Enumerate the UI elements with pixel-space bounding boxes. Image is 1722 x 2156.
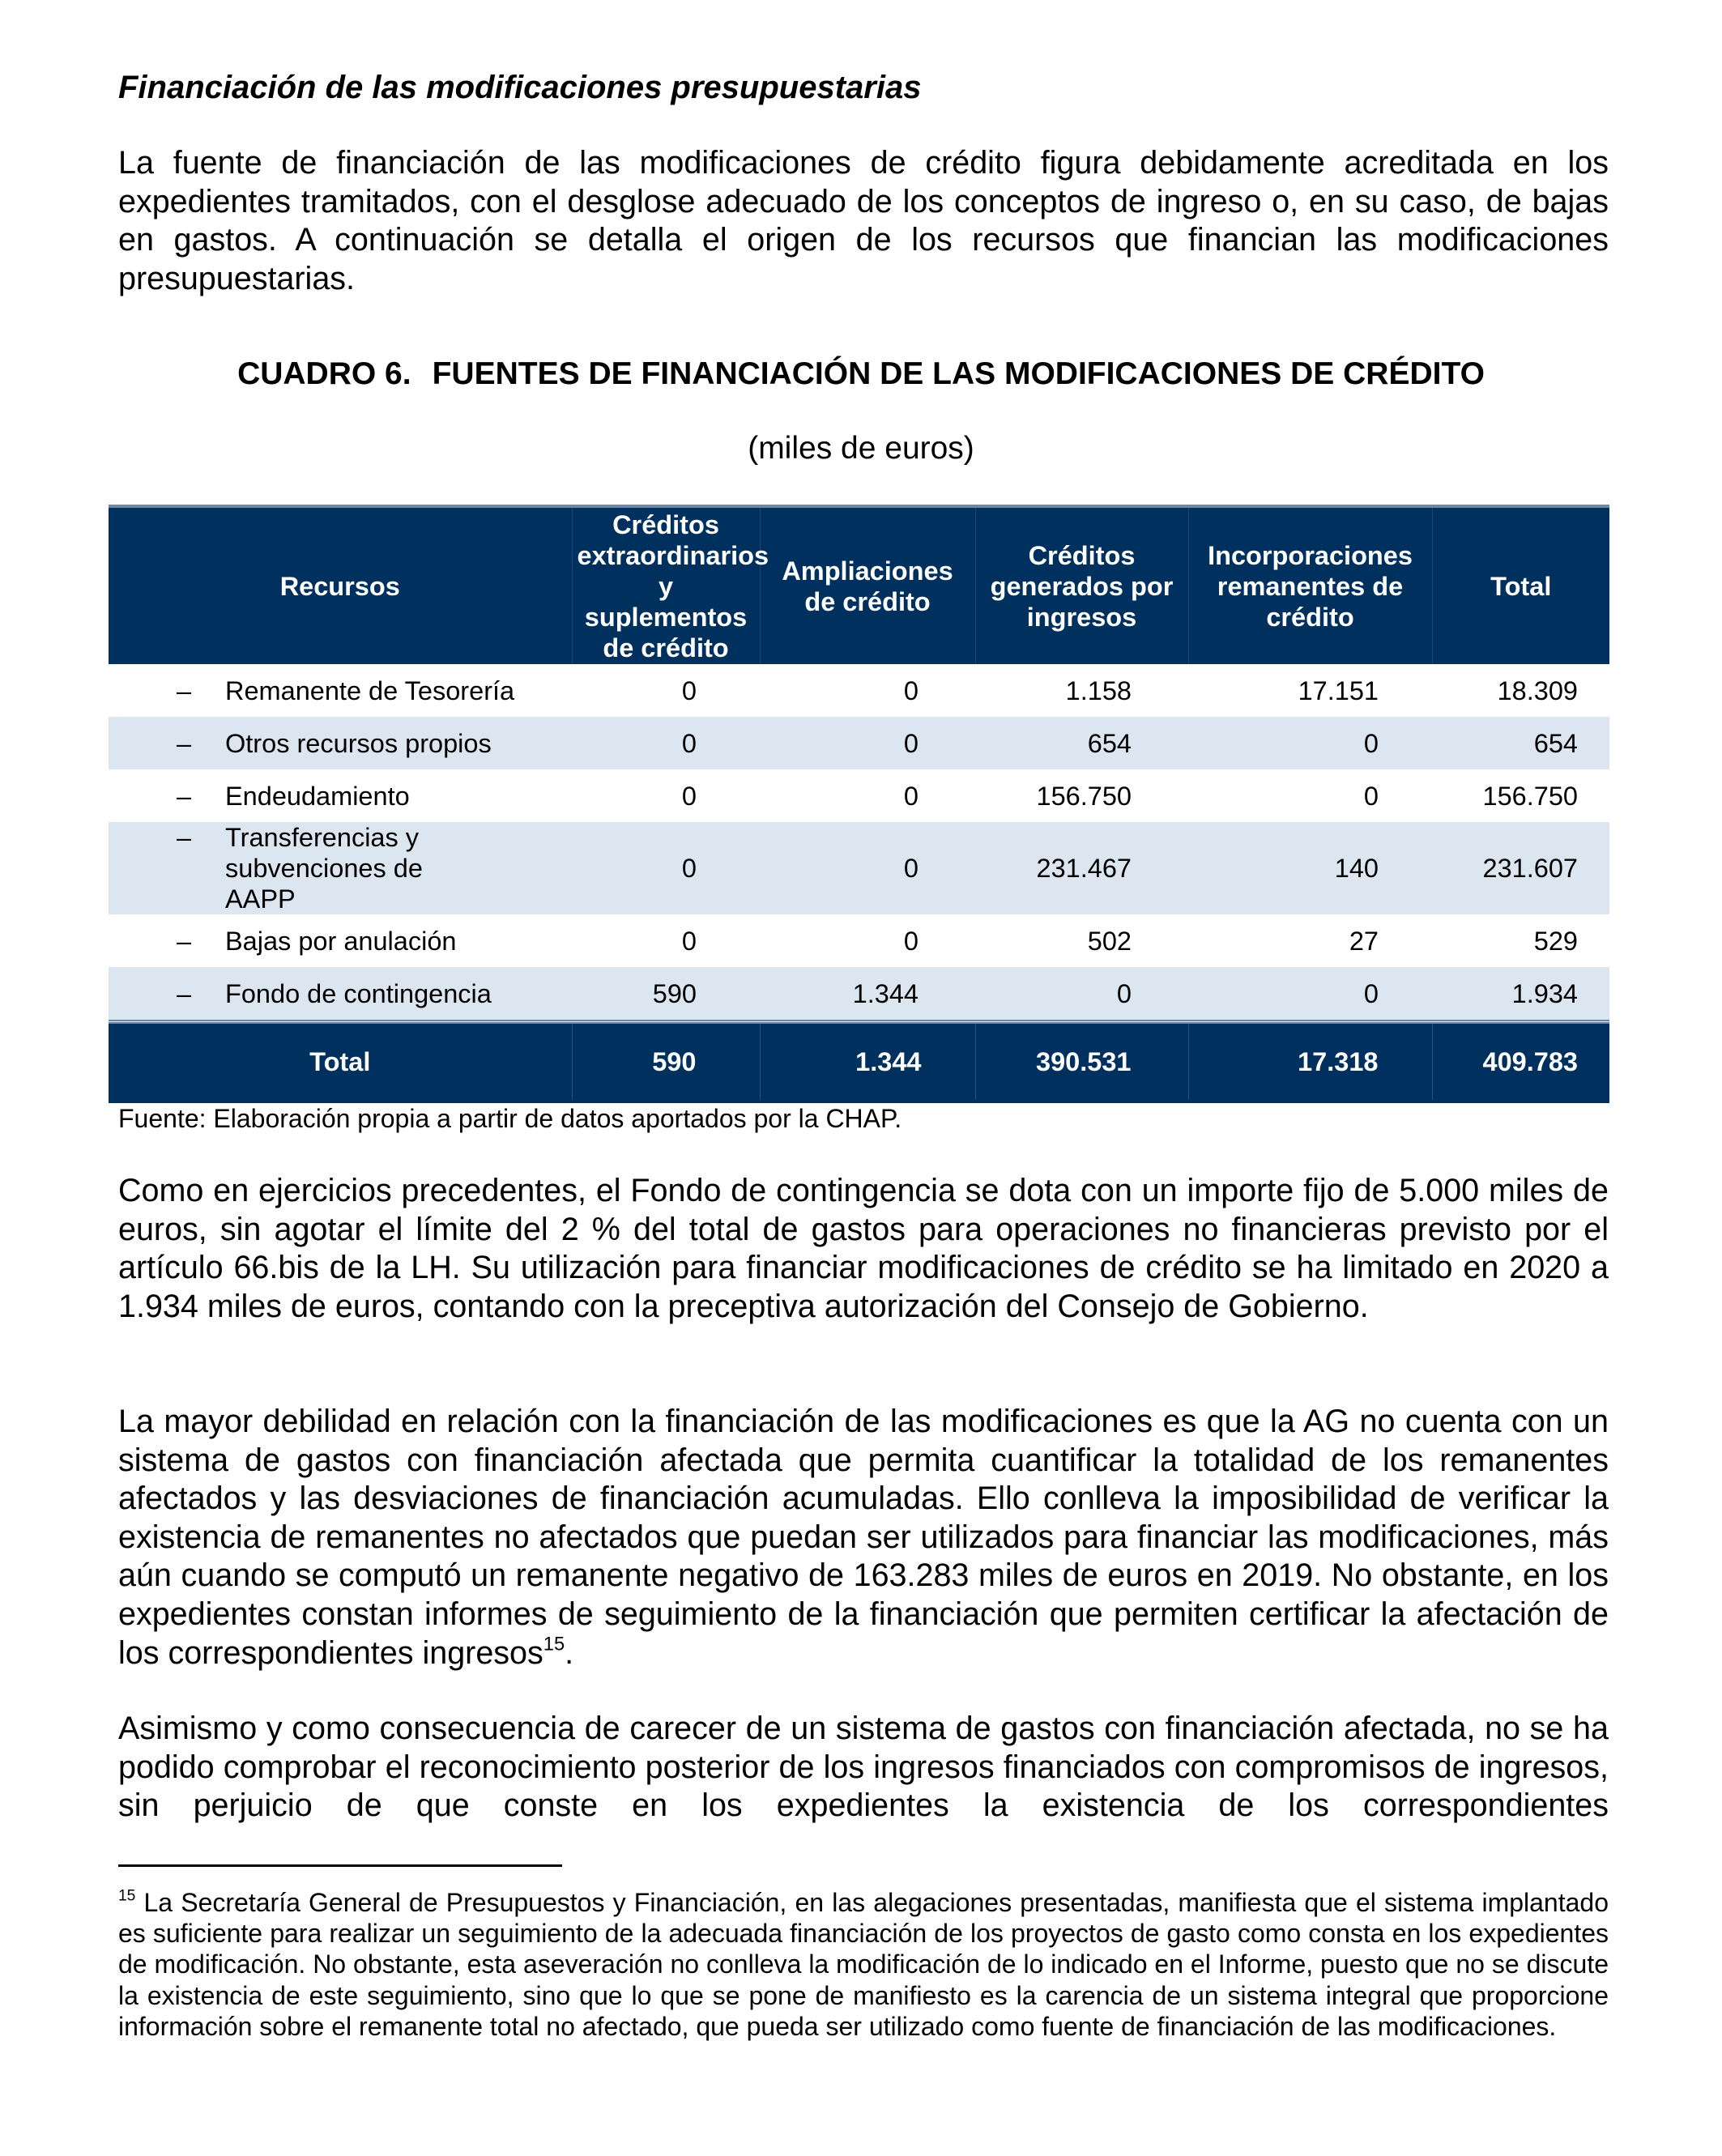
dash-bullet-icon: – — [177, 675, 192, 705]
cell-value: 0 — [903, 926, 919, 956]
dash-bullet-icon: – — [177, 781, 192, 811]
table-row — [109, 914, 1609, 967]
footnote-text: La Secretaría General de Presupuestos y Financiación, en las alegaciones presentadas, manifiesta que el sistema implantado es suficiente para realizar un seguimiento de la adecuada financiación de los proyectos de gasto como consta en los expedientes de modificación. No obstante, esta aseveración no conlleva la modificación de lo indicado en el Informe, puesto que no se discute la existencia de este seguimiento, sino que lo que se pone de manifiesto es la carencia de un sistema integral que proporcione información sobre el remanente total no afectado, que pueda ser utilizado como fuente de financiación de las modificaciones. — [118, 1888, 1609, 2041]
table-row — [109, 717, 1609, 769]
total-value: 409.783 — [1432, 1022, 1609, 1102]
row-label: Bajas por anulación — [225, 926, 457, 956]
cell-value: 0 — [572, 822, 760, 914]
cell-value: 0 — [1188, 717, 1432, 769]
cell-value: 231.607 — [1432, 822, 1609, 914]
footnote-ref-link[interactable]: 15 — [543, 1633, 565, 1655]
row-label: Transferencias y subvenciones de AAPP — [225, 823, 423, 914]
table-row — [109, 664, 1609, 717]
row-label: Fondo de contingencia — [225, 978, 492, 1008]
cell-value: 0 — [975, 967, 1188, 1022]
cell-value: 502 — [1087, 926, 1132, 956]
col-header-recursos: Recursos — [109, 506, 572, 664]
cell-value: 156.750 — [1036, 781, 1132, 811]
total-value: 590 — [572, 1022, 760, 1102]
cell-value: 17.151 — [1298, 675, 1379, 705]
table-source-note: Fuente: Elaboración propia a partir de datos aportados por la CHAP. — [118, 1104, 902, 1133]
cell-value: 0 — [1363, 781, 1379, 811]
cell-value: 18.309 — [1497, 675, 1578, 705]
col-header-incorporaciones: Incorporaciones remanentes de crédito — [1188, 506, 1432, 664]
cell-value: 0 — [681, 926, 697, 956]
cell-value: 0 — [681, 781, 697, 811]
cell-value: 156.750 — [1482, 781, 1578, 811]
cell-value: 0 — [572, 717, 760, 769]
dash-bullet-icon: – — [177, 978, 192, 1008]
cell-value: 590 — [572, 967, 760, 1022]
total-label: Total — [109, 1022, 572, 1102]
cell-value: 0 — [760, 822, 975, 914]
debilidad-period: . — [565, 1634, 574, 1671]
cell-value: 140 — [1188, 822, 1432, 914]
cell-value: 0 — [903, 675, 919, 705]
section-heading: Financiación de las modificaciones presupuestarias — [118, 70, 922, 105]
table-row — [109, 822, 1609, 914]
col-header-creditos-generados: Créditos generados por ingresos — [975, 506, 1188, 664]
cell-value: 1.344 — [760, 967, 975, 1022]
fondo-contingencia-paragraph: Como en ejercicios precedentes, el Fondo de contingencia se dota con un importe fijo de 5.000 miles de euros, sin agotar el límite del 2 % del total de gastos para operaciones no financieras previsto por el artículo 66.bis de la LH. Su utilización para financiar modificaciones de crédito se ha limitado en 2020 a 1.934 miles de euros, contando con la preceptiva autorización del Consejo de Gobierno. — [118, 1173, 1609, 1324]
cell-value: 654 — [975, 717, 1188, 769]
table-unit: (miles de euros) — [748, 431, 974, 466]
cell-value: 1.158 — [1065, 675, 1132, 705]
col-header-ampliaciones: Ampliaciones de crédito — [760, 506, 975, 664]
table-total-row — [109, 1022, 1609, 1102]
cell-value: 529 — [1533, 926, 1578, 956]
table-header-row — [109, 506, 1609, 664]
cell-value: 27 — [1349, 926, 1379, 956]
cell-value: 0 — [760, 717, 975, 769]
total-value: 17.318 — [1188, 1022, 1432, 1102]
intro-paragraph: La fuente de financiación de las modificaciones de crédito figura debidamente acreditada en los expedientes tramitados, con el desglose adecuado de los conceptos de ingreso o, en su caso, de bajas en gastos. A continuación se detalla el origen de los recursos que financian las modificaciones presupuestarias. — [118, 145, 1609, 296]
col-header-total: Total — [1432, 506, 1609, 664]
footnote-separator — [118, 1864, 562, 1867]
cell-value: 0 — [681, 675, 697, 705]
debilidad-paragraph — [118, 1403, 1609, 1672]
cell-value: 1.934 — [1432, 967, 1609, 1022]
row-label: Otros recursos propios — [225, 728, 492, 758]
debilidad-text: La mayor debilidad en relación con la financiación de las modificaciones es que la AG no cuenta con un sistema de gastos con financiación afectada que permita cuantificar la totalidad de los remanentes afectados y las desviaciones de financiación acumuladas. Ello conlleva la imposibilidad de verificar la existencia de remanentes no afectados que puedan ser utilizados para financiar las modificaciones, más aún cuando se computó un remanente negativo de 163.283 miles de euros en 2019. No obstante, en los expedientes constan informes de seguimiento de la financiación que permiten certificar la afectación de los correspondientes ingresos — [118, 1404, 1609, 1671]
total-value: 1.344 — [760, 1022, 975, 1102]
cell-value: 0 — [1188, 967, 1432, 1022]
cell-value: 231.467 — [975, 822, 1188, 914]
footnote-15 — [118, 1887, 1609, 2042]
col-header-creditos-extraordinarios: Créditos extraordinarios y suplementos de crédito — [572, 506, 760, 664]
table-row — [109, 967, 1609, 1022]
asimismo-paragraph: Asimismo y como consecuencia de carecer de un sistema de gastos con financiación afectada, no se ha podido comprobar el reconocimiento posterior de los ingresos financiados con compromisos de ingresos, sin perjuicio de que conste en los expedientes la existencia de los correspondientes — [118, 1711, 1609, 1824]
dash-bullet-icon: – — [177, 728, 192, 758]
dash-bullet-icon: – — [177, 926, 192, 956]
financing-sources-table — [109, 505, 1609, 1103]
row-label: Endeudamiento — [225, 781, 410, 811]
table-row — [109, 769, 1609, 822]
table-caption-number: CUADRO 6. — [237, 356, 411, 391]
cell-value: 654 — [1432, 717, 1609, 769]
total-value: 390.531 — [975, 1022, 1188, 1102]
cell-value: 0 — [903, 781, 919, 811]
table-caption-title: FUENTES DE FINANCIACIÓN DE LAS MODIFICACIONES DE CRÉDITO — [432, 356, 1485, 391]
dash-bullet-icon: – — [177, 823, 192, 852]
row-label: Remanente de Tesorería — [225, 675, 515, 705]
table-caption — [0, 355, 1722, 394]
footnote-number: 15 — [118, 1887, 136, 1905]
